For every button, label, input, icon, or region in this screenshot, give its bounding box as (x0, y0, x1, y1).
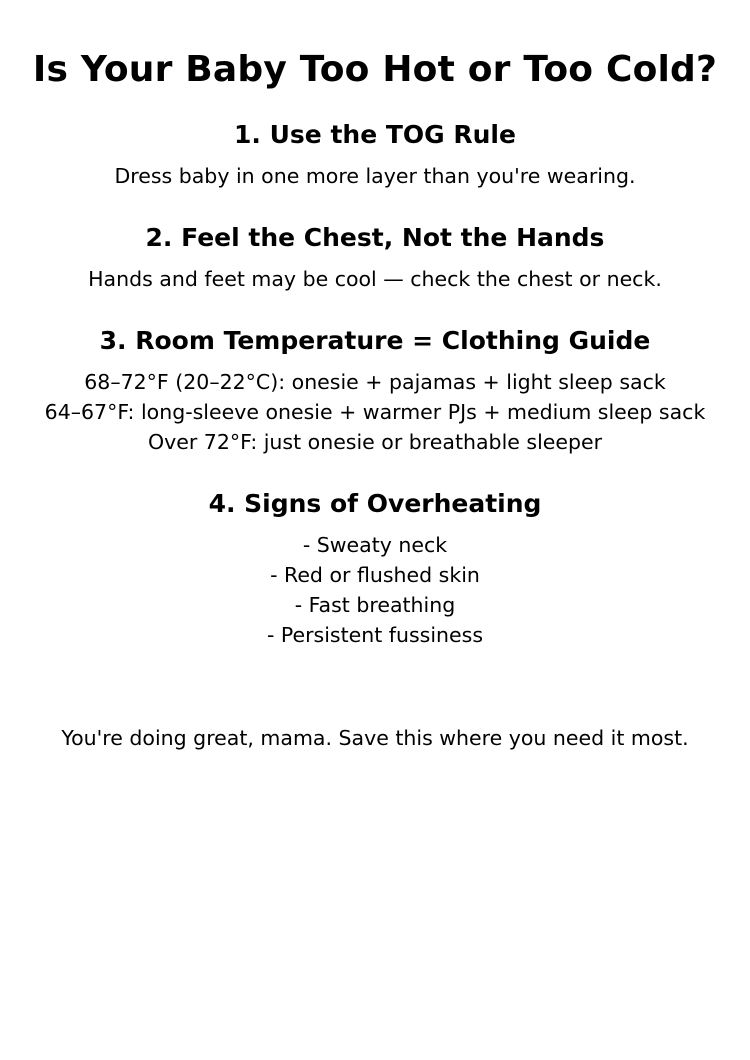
page-title: Is Your Baby Too Hot or Too Cold? (32, 49, 718, 90)
section-heading-tog-rule: 1. Use the TOG Rule (234, 120, 516, 149)
clothing-guide-line: 68–72°F (20–22°C): onesie + pajamas + light sleep sack (84, 370, 666, 394)
overheating-sign-item: - Red or flushed skin (270, 563, 480, 587)
clothing-guide-line: 64–67°F: long-sleeve onesie + warmer PJs + medium sleep sack (44, 400, 706, 424)
overheating-sign-item: - Persistent fussiness (266, 623, 484, 647)
footer-message: You're doing great, mama. Save this where you need it most. (61, 726, 689, 750)
overheating-sign-item: - Sweaty neck (302, 533, 448, 557)
section-text-feel-chest: Hands and feet may be cool — check the chest or neck. (88, 267, 662, 291)
clothing-guide-line: Over 72°F: just onesie or breathable sleeper (147, 430, 603, 454)
section-text-tog-rule: Dress baby in one more layer than you're wearing. (114, 164, 636, 188)
section-heading-room-temperature: 3. Room Temperature = Clothing Guide (99, 326, 651, 355)
section-heading-overheating-signs: 4. Signs of Overheating (208, 489, 542, 518)
overheating-sign-item: - Fast breathing (294, 593, 456, 617)
section-heading-feel-chest: 2. Feel the Chest, Not the Hands (145, 223, 605, 252)
